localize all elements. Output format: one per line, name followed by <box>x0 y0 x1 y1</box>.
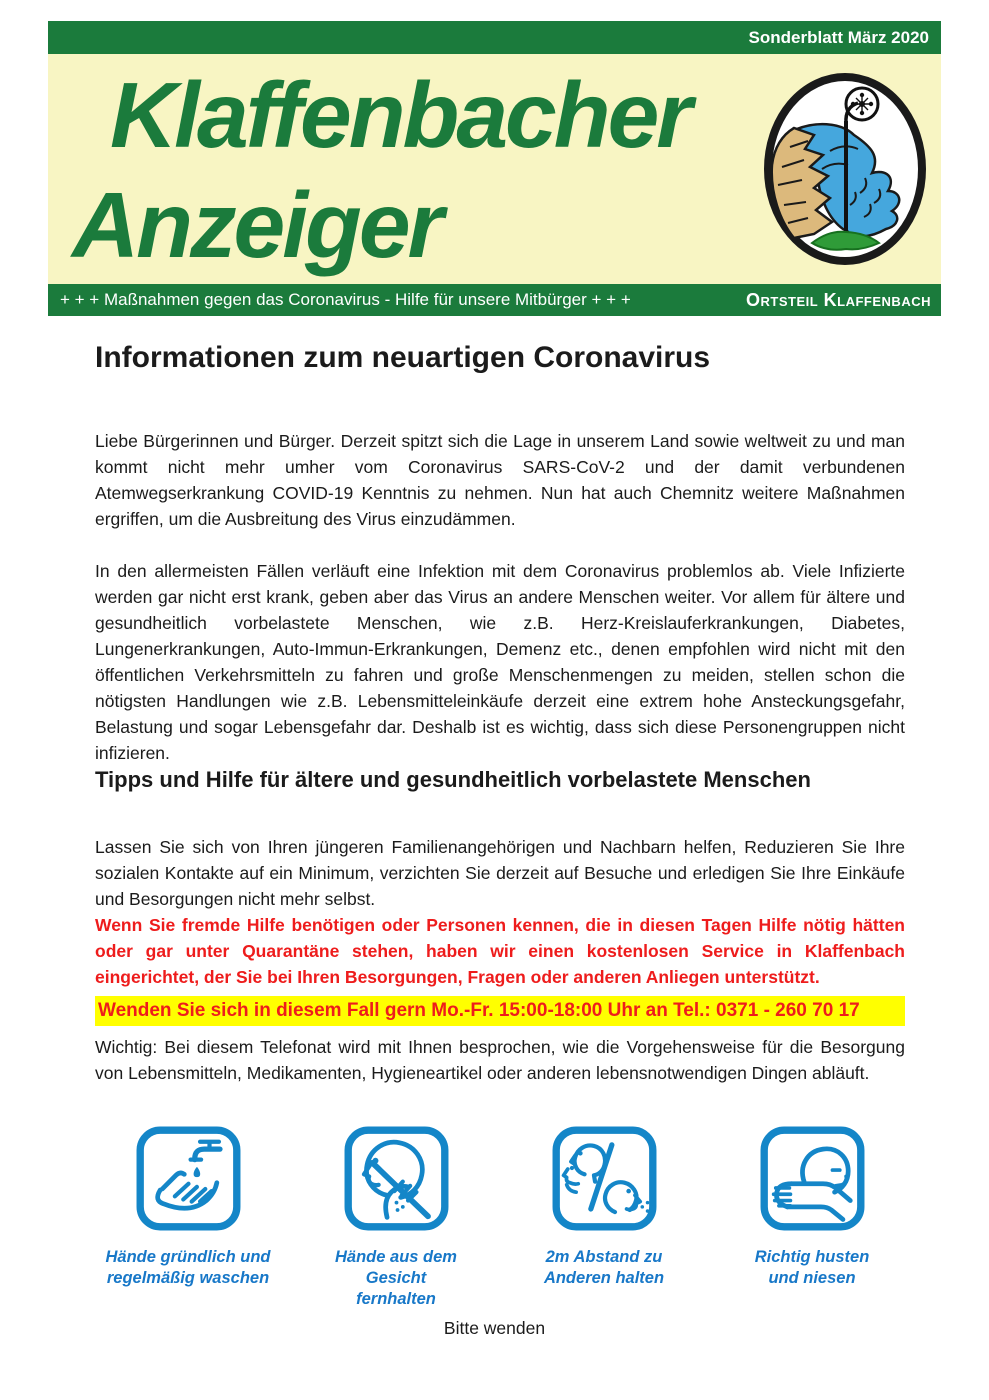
no-face-touch-icon <box>344 1126 449 1231</box>
klaffenbach-crest-logo <box>760 71 930 267</box>
paragraph-tips: Lassen Sie sich von Ihren jüngeren Familienangehörigen und Nachbarn helfen, Reduzieren Sie Ihre sozialen Kontakte auf ein Minimum, verzichten Sie derzeit auf Besuche und erledigen Sie Ihre Einkäufe und Besorgungen nicht mehr selbst. <box>95 837 905 909</box>
keep-distance-icon <box>552 1126 657 1231</box>
hygiene-item-cough-sneeze <box>719 1126 905 1310</box>
ticker-text: + + + Maßnahmen gegen das Coronavirus - Hilfe für unsere Mitbürger + + + <box>60 290 631 309</box>
article-heading: Informationen zum neuartigen Coronavirus <box>95 341 711 374</box>
article-subheading: Tipps und Hilfe für ältere und gesundheitlich vorbelastete Menschen <box>95 767 811 792</box>
hygiene-item-no-face-touch <box>303 1126 489 1310</box>
paragraph-hotline-note: Wichtig: Bei diesem Telefonat wird mit Ihnen besprochen, wie die Vorgehensweise für die Besorgung von Lebensmitteln, Medikamenten, Hygieneartikel oder anderen lebensnotwendigen Dingen abläuft. <box>95 1037 905 1083</box>
issue-bar <box>48 21 941 54</box>
title-line-1: Klaffenbacher <box>110 63 690 167</box>
hygiene-item-keep-distance <box>511 1126 697 1310</box>
title-line-2: Anzeiger <box>72 173 441 277</box>
wash-hands-icon <box>136 1126 241 1231</box>
masthead-band <box>48 54 941 284</box>
alert-paragraph: Wenn Sie fremde Hilfe benötigen oder Personen kennen, die in diesen Tagen Hilfe nötig hätten oder gar unter Quarantäne stehen, haben wir einen kostenlosen Service in Klaffenbach eingerichtet, der Sie bei Ihren Besorgungen, Fragen oder anderen Anliegen unterstützt. <box>95 915 905 987</box>
issue-label: Sonderblatt März 2020 <box>748 27 929 47</box>
hygiene-icons-row <box>95 1126 905 1310</box>
cough-sneeze-icon <box>760 1126 865 1231</box>
icon-caption: Hände aus dem Gesicht fernhalten <box>335 1248 457 1308</box>
hygiene-item-wash-hands <box>95 1126 281 1310</box>
newsletter-title <box>48 60 690 280</box>
icon-caption: Richtig husten und niesen <box>754 1248 870 1287</box>
paragraph-risk-info: In den allermeisten Fällen verläuft eine Infektion mit dem Coronavirus problemlos ab. Viele Infizierte werden gar nicht erst krank, geben aber das Virus an andere Menschen weiter. Vor allem für ältere und gesundheitlich vorbelastete Menschen, wie z.B. Herz-Kreislauferkrankungen, Diabetes, Lungenerkrankungen, Auto-Immun-Erkrankungen, Demenz etc., denen empfohlen wird nicht mit den öffentlichen Verkehrsmitteln zu fahren und große Menschenmengen zu meiden, stellen schon die nötigsten Handlungen wie z.B. Lebensmitteleinkäufe derzeit eine extrem hohe Ansteckungsgefahr, Belastung und sogar Lebensgefahr dar. Deshalb ist es wichtig, dass sich diese Personengruppen nicht infizieren. <box>95 561 905 763</box>
masthead <box>48 21 941 316</box>
icon-caption: 2m Abstand zu Anderen halten <box>543 1248 665 1287</box>
hotline-highlight: Wenden Sie sich in diesem Fall gern Mo.-Fr. 15:00-18:00 Uhr an Tel.: 0371 - 260 70 17 <box>95 996 905 1026</box>
ticker-bar <box>48 284 941 316</box>
icon-caption: Hände gründlich und regelmäßig waschen <box>105 1248 271 1287</box>
turn-page-note: Bitte wenden <box>443 1318 546 1338</box>
district-label: Ortsteil Klaffenbach <box>746 289 931 310</box>
paragraph-intro: Liebe Bürgerinnen und Bürger. Derzeit spitzt sich die Lage in unserem Land sowie weltweit zu und man kommt nicht mehr umher vom Coronavirus SARS-CoV-2 und der damit verbundenen Atemwegserkrankung COVID-19 Kenntnis zu nehmen. Nun hat auch Chemnitz weitere Maßnahmen ergriffen, um die Ausbreitung des Virus einzudämmen. <box>95 431 905 529</box>
article <box>95 340 905 1310</box>
